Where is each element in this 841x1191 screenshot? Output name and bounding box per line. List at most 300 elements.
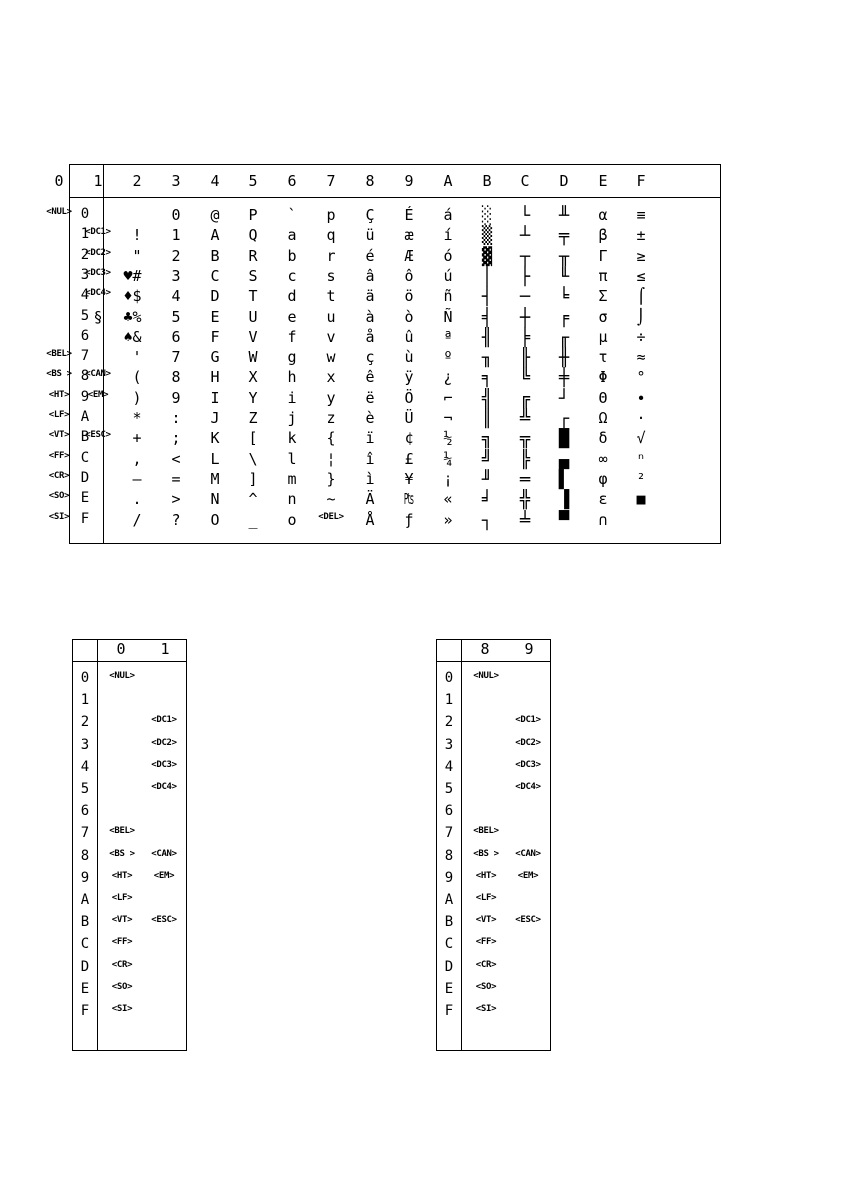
char-cell: L [210, 449, 220, 468]
char-cell: ╛ [481, 490, 493, 511]
char-cell: h [287, 368, 297, 387]
char-cell: i [287, 388, 297, 407]
char-cell: <EM> [153, 870, 175, 881]
char-cell: ⁿ [636, 449, 646, 468]
char-cell: █ [558, 429, 570, 450]
char-cell: ║ [481, 409, 493, 429]
row-header: E [444, 980, 454, 997]
char-cell: 4 [171, 287, 181, 306]
char-cell: x [326, 368, 336, 387]
char-cell: ? [171, 510, 181, 529]
char-cell: <LF> [111, 893, 133, 903]
char-cell: C [210, 266, 220, 285]
char-cell: <CR> [48, 470, 70, 481]
char-cell: g [287, 348, 297, 367]
char-cell: B [210, 246, 220, 265]
char-cell: a [287, 226, 297, 245]
row-header: E [80, 490, 90, 507]
col-header: 8 [365, 172, 375, 190]
char-cell: z [326, 409, 336, 427]
char-cell: ; [171, 429, 181, 448]
row-header: 8 [444, 847, 454, 864]
char-cell: , [132, 449, 142, 468]
char-cell: <DC2> [515, 737, 541, 748]
char-cell: ) [132, 388, 142, 407]
char-cell: ▌ [558, 469, 570, 490]
row-header: 5 [80, 307, 90, 324]
char-cell: é [365, 246, 375, 265]
char-cell: — [132, 469, 142, 488]
char-cell: ╝ [481, 449, 493, 470]
char-cell: ∞ [598, 449, 608, 468]
char-cell: \ [248, 449, 258, 468]
col-header: 8 [480, 640, 490, 658]
char-cell: 0 [171, 206, 181, 224]
char-cell: { [326, 429, 336, 448]
char-cell: ♣ [123, 307, 133, 326]
row-header-divider [461, 640, 462, 1050]
char-cell: Ñ [443, 307, 453, 326]
char-cell: . [132, 490, 142, 509]
char-cell: ¦ [326, 449, 336, 468]
col-header: 2 [132, 172, 142, 190]
main-character-table [46, 164, 721, 544]
row-header: B [80, 914, 90, 931]
char-cell: ö [404, 287, 414, 306]
row-header: 0 [80, 206, 90, 222]
char-cell: 9 [171, 388, 181, 407]
row-header: 6 [80, 327, 90, 344]
char-cell: <LF> [475, 893, 497, 903]
char-cell: í [443, 226, 453, 245]
char-cell: ⌡ [636, 307, 646, 326]
char-cell: ╩ [519, 409, 531, 429]
char-cell: µ [598, 327, 608, 346]
char-cell: v [326, 327, 336, 346]
char-cell: A [210, 226, 220, 245]
char-cell: ~ [326, 490, 336, 509]
char-cell: ╠ [519, 449, 531, 470]
row-header: 2 [444, 714, 454, 731]
col-header: 4 [210, 172, 220, 190]
char-cell: ç [365, 348, 375, 367]
char-cell: <NUL> [109, 671, 135, 681]
char-cell: <FF> [111, 937, 133, 948]
char-cell: ╙ [558, 266, 570, 287]
row-header: 9 [80, 869, 90, 886]
char-cell: Y [248, 388, 258, 407]
row-header: C [80, 449, 90, 466]
col-header: C [520, 172, 530, 190]
char-cell: G [210, 348, 220, 367]
char-cell: ╘ [558, 287, 570, 308]
char-cell: « [443, 490, 453, 509]
char-cell: 6 [171, 327, 181, 346]
char-cell: = [171, 469, 181, 488]
char-cell: ╚ [519, 368, 531, 389]
row-header-divider [103, 165, 104, 543]
control-table-right [436, 639, 551, 1051]
char-cell: ï [365, 429, 375, 448]
char-cell: I [210, 388, 220, 407]
char-cell: t [326, 287, 336, 306]
char-cell: ═ [519, 469, 531, 490]
char-cell: <BEL> [473, 826, 499, 837]
row-header: A [80, 409, 90, 425]
char-cell: <BEL> [46, 349, 72, 360]
row-header: 8 [80, 847, 90, 864]
char-cell: } [326, 469, 336, 488]
char-cell: £ [404, 449, 414, 468]
char-cell: ╓ [558, 327, 570, 348]
char-cell: Ü [404, 409, 414, 427]
row-header: F [444, 1003, 454, 1019]
char-cell: ■ [636, 490, 646, 509]
char-cell: <DC3> [85, 267, 111, 278]
char-cell: ñ [443, 287, 453, 306]
char-cell: q [326, 226, 336, 245]
char-cell: <SI> [475, 1004, 497, 1014]
char-cell: + [132, 429, 142, 448]
char-cell: <CAN> [85, 369, 111, 380]
row-header: 5 [444, 781, 454, 797]
col-header: 1 [93, 172, 103, 190]
char-cell: H [210, 368, 220, 387]
char-cell: à [365, 307, 375, 326]
char-cell: <EM> [87, 389, 109, 400]
char-cell: ∙ [636, 388, 646, 407]
char-cell: │ [481, 266, 493, 287]
char-cell: β [598, 226, 608, 245]
row-header: 3 [80, 736, 90, 753]
char-cell: α [598, 206, 608, 224]
char-cell: " [132, 246, 142, 265]
col-header: 7 [326, 172, 336, 190]
char-cell: <SI> [48, 511, 70, 522]
char-cell: <ESC> [515, 915, 541, 926]
char-cell: ╞ [519, 327, 531, 348]
char-cell: <NUL> [473, 671, 499, 681]
char-cell: u [326, 307, 336, 326]
char-cell: ╟ [519, 348, 531, 369]
row-header: 6 [444, 803, 454, 820]
char-cell: W [248, 348, 258, 367]
char-cell: $ [132, 287, 142, 306]
row-header: 0 [80, 670, 90, 686]
char-cell: ₧ [404, 490, 414, 509]
row-header: 1 [80, 692, 90, 709]
char-cell: ╗ [481, 429, 493, 450]
char-cell: ° [636, 368, 646, 387]
char-cell: s [326, 266, 336, 285]
char-cell: 7 [171, 348, 181, 367]
char-cell: ∩ [598, 510, 608, 529]
char-cell: ¬ [443, 409, 453, 427]
char-cell: M [210, 469, 220, 488]
char-cell: º [443, 348, 453, 367]
char-cell: σ [598, 307, 608, 326]
col-header: F [636, 172, 646, 190]
char-cell: ó [443, 246, 453, 265]
char-cell: <NUL> [46, 207, 72, 217]
char-cell: N [210, 490, 220, 509]
char-cell: ¢ [404, 429, 414, 448]
char-cell: k [287, 429, 297, 448]
char-cell: <BS > [473, 848, 499, 859]
row-header: C [80, 936, 90, 953]
col-header: 6 [287, 172, 297, 190]
row-header: E [80, 980, 90, 997]
char-cell: ≥ [636, 246, 646, 265]
row-header: 7 [80, 825, 90, 842]
row-header: 7 [444, 825, 454, 842]
char-cell: <SI> [111, 1004, 133, 1014]
header-divider [70, 197, 720, 198]
char-cell: ≤ [636, 266, 646, 285]
char-cell: <FF> [48, 450, 70, 461]
char-cell: U [248, 307, 258, 326]
col-header: 0 [54, 172, 64, 190]
char-cell: ⌐ [443, 388, 453, 407]
char-cell: ü [365, 226, 375, 245]
char-cell: ╤ [558, 226, 570, 247]
char-cell: w [326, 348, 336, 367]
char-cell: Ç [365, 206, 375, 224]
char-cell: Φ [598, 368, 608, 387]
char-cell: % [132, 307, 142, 326]
char-cell: ± [636, 226, 646, 245]
char-cell: <HT> [475, 870, 497, 881]
char-cell: _ [248, 510, 258, 529]
col-header: 0 [116, 640, 126, 658]
char-cell: <DEL> [318, 511, 344, 522]
char-cell: ² [636, 469, 646, 488]
char-cell: <HT> [48, 389, 70, 400]
row-header: D [444, 958, 454, 975]
char-cell: ╦ [519, 429, 531, 450]
char-cell: ª [443, 327, 453, 346]
char-cell: ╥ [558, 246, 570, 267]
char-cell: Ω [598, 409, 608, 427]
char-cell: <DC4> [85, 288, 111, 299]
char-cell: î [365, 449, 375, 468]
char-cell: Θ [598, 388, 608, 407]
char-cell: ╨ [558, 206, 570, 226]
char-cell: ≡ [636, 206, 646, 224]
char-cell: ò [404, 307, 414, 326]
char-cell: τ [598, 348, 608, 367]
char-cell: d [287, 287, 297, 306]
char-cell: ╧ [519, 510, 531, 531]
row-header: 2 [80, 246, 90, 263]
char-cell: R [248, 246, 258, 265]
row-header: 1 [80, 226, 90, 243]
char-cell: ╔ [519, 388, 531, 409]
row-header: F [80, 510, 90, 527]
char-cell: P [248, 206, 258, 224]
row-header: F [80, 1003, 90, 1019]
char-cell: å [365, 327, 375, 346]
row-header: 3 [80, 266, 90, 283]
char-cell: ä [365, 287, 375, 306]
char-cell: @ [210, 206, 220, 224]
char-cell: X [248, 368, 258, 387]
col-header: 3 [171, 172, 181, 190]
char-cell: á [443, 206, 453, 224]
char-cell: ▒ [481, 226, 493, 247]
row-header: 0 [444, 670, 454, 686]
char-cell: ¿ [443, 368, 453, 387]
char-cell: * [132, 409, 142, 427]
char-cell: c [287, 266, 297, 285]
char-cell: J [210, 409, 220, 427]
char-cell: 5 [171, 307, 181, 326]
char-cell: · [636, 409, 646, 427]
char-cell: E [210, 307, 220, 326]
char-cell: ╖ [481, 348, 493, 369]
char-cell: Å [365, 510, 375, 529]
char-cell: ┘ [558, 388, 570, 409]
char-cell: ½ [443, 429, 453, 448]
char-cell: √ [636, 429, 646, 448]
char-cell: ╡ [481, 307, 493, 328]
char-cell: <SO> [111, 981, 133, 992]
char-cell: ♥ [123, 266, 133, 285]
char-cell: <DC3> [151, 759, 177, 770]
char-cell: y [326, 388, 336, 407]
char-cell: ╣ [481, 388, 493, 409]
row-header: A [80, 892, 90, 908]
char-cell: ε [598, 490, 608, 509]
char-cell: ╫ [558, 348, 570, 369]
char-cell: <CR> [475, 959, 497, 970]
char-cell: K [210, 429, 220, 448]
char-cell: r [326, 246, 336, 265]
row-header: D [80, 469, 90, 486]
row-header: 6 [80, 803, 90, 820]
char-cell: # [132, 266, 142, 285]
col-header: 1 [160, 640, 170, 658]
char-cell: <CAN> [151, 848, 177, 859]
char-cell: É [404, 206, 414, 224]
row-header-divider [97, 640, 98, 1050]
char-cell: ╬ [519, 490, 531, 511]
char-cell: <DC2> [151, 737, 177, 748]
char-cell: <BS > [46, 369, 72, 380]
char-cell: ] [248, 469, 258, 488]
char-cell: <LF> [48, 410, 70, 420]
char-cell: <VT> [111, 915, 133, 926]
char-cell: 8 [171, 368, 181, 387]
char-cell: └ [519, 206, 531, 226]
row-header: 4 [80, 758, 90, 775]
header-divider [437, 661, 550, 662]
char-cell: ▐ [558, 490, 570, 511]
row-header: B [444, 914, 454, 931]
char-cell: <DC2> [85, 247, 111, 258]
char-cell: <SO> [475, 981, 497, 992]
char-cell: D [210, 287, 220, 306]
row-header: D [80, 958, 90, 975]
char-cell: F [210, 327, 220, 346]
char-cell: ▄ [558, 449, 570, 470]
char-cell: <ESC> [85, 430, 111, 441]
char-cell: ╕ [481, 368, 493, 389]
char-cell: <EM> [517, 870, 539, 881]
row-header: C [444, 936, 454, 953]
char-cell: <HT> [111, 870, 133, 881]
char-cell: Q [248, 226, 258, 245]
char-cell: ╢ [481, 327, 493, 348]
char-cell: ( [132, 368, 142, 387]
char-cell: û [404, 327, 414, 346]
char-cell: 2 [171, 246, 181, 265]
char-cell: æ [404, 226, 414, 245]
char-cell: <BEL> [109, 826, 135, 837]
char-cell: Ö [404, 388, 414, 407]
char-cell: m [287, 469, 297, 488]
char-cell: ┌ [558, 409, 570, 429]
row-header: 2 [80, 714, 90, 731]
char-cell: <FF> [475, 937, 497, 948]
row-header: B [80, 429, 90, 446]
char-cell: Ä [365, 490, 375, 509]
char-cell: φ [598, 469, 608, 488]
char-cell: ƒ [404, 510, 414, 529]
col-header: B [482, 172, 492, 190]
char-cell: f [287, 327, 297, 346]
char-cell: ê [365, 368, 375, 387]
char-cell: [ [248, 429, 258, 448]
char-cell: ô [404, 266, 414, 285]
char-cell: V [248, 327, 258, 346]
char-cell: > [171, 490, 181, 509]
char-cell: ♦ [123, 287, 133, 306]
col-header: 9 [524, 640, 534, 658]
char-cell: & [132, 327, 142, 346]
char-cell: ' [132, 348, 142, 367]
header-divider [73, 661, 186, 662]
char-cell: 3 [171, 266, 181, 285]
col-header: E [598, 172, 608, 190]
row-header: 4 [444, 758, 454, 775]
char-cell: ┬ [519, 246, 531, 267]
row-header: 5 [80, 781, 90, 797]
char-cell: O [210, 510, 220, 529]
char-cell: <ESC> [151, 915, 177, 926]
char-cell: ¼ [443, 449, 453, 468]
char-cell: l [287, 449, 297, 468]
char-cell: ! [132, 226, 142, 245]
char-cell: <DC3> [515, 759, 541, 770]
row-header: A [444, 892, 454, 908]
char-cell: Σ [598, 287, 608, 306]
char-cell: <DC1> [515, 715, 541, 726]
char-cell: ┤ [481, 287, 493, 308]
char-cell: ë [365, 388, 375, 407]
char-cell: ┐ [481, 510, 493, 531]
row-header: 1 [444, 692, 454, 709]
char-cell: ▀ [558, 510, 570, 531]
row-header: 3 [444, 736, 454, 753]
char-cell: / [132, 510, 142, 529]
char-cell: Z [248, 409, 258, 427]
control-table-left [72, 639, 187, 1051]
char-cell: ─ [519, 287, 531, 308]
char-cell: ÿ [404, 368, 414, 387]
char-cell: » [443, 510, 453, 529]
char-cell: Æ [404, 246, 414, 265]
